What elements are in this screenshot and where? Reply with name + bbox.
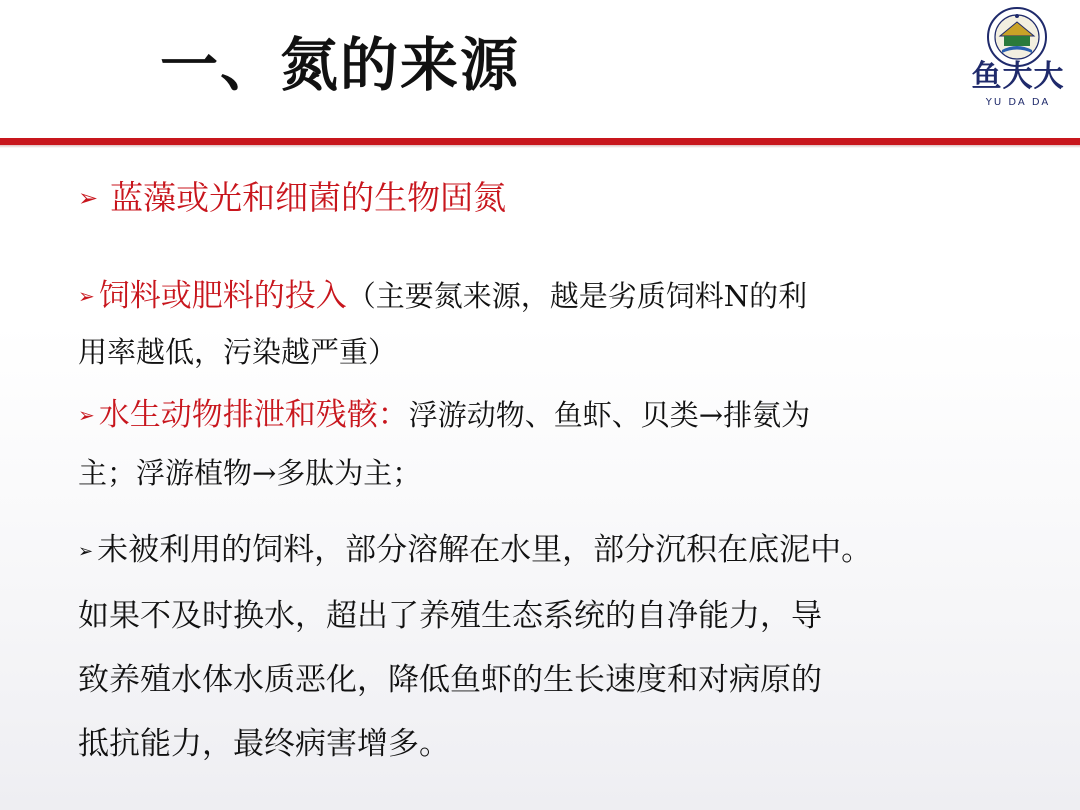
logo [964,4,1072,116]
bullet-animal-excretion [78,386,978,502]
bullet-text-line-2: 如果不及时换水，超出了养殖生态系统的自净能力，导 [78,598,822,634]
bullet-arrow-icon: ➢ [78,541,94,562]
bullet-line [78,386,978,444]
title-divider [0,138,1080,145]
bullet-unused-feed [78,518,978,776]
bullet-detail: （主要氮来源，越是劣质饲料N的利 [346,279,808,313]
bullet-biological-fixation [78,172,978,224]
title-divider-shadow [0,145,1080,148]
slide-title: 一、氮的来源 [160,31,521,99]
bullet-feed-input [78,268,978,380]
bullet-detail: 浮游动物、鱼虾、贝类→排氨为 [408,398,811,432]
bullet-text-line-3: 致养殖水体水质恶化，降低鱼虾的生长速度和对病原的 [78,662,822,698]
bullet-text-line-4: 抵抗能力，最终病害增多。 [78,726,450,762]
bullet-heading: 蓝藻或光和细菌的生物固氮 [110,178,507,217]
bullet-text: 未被利用的饲料，部分溶解在水里，部分沉积在底泥中。 [97,532,873,568]
bullet-detail-continued: 用率越低，污染越严重） [78,335,398,369]
bullet-arrow-icon: ➢ [78,284,95,308]
bullet-line [78,518,978,584]
bullet-detail-continued: 主；浮游植物→多肽为主； [78,456,422,490]
bullet-heading: 水生动物排泄和残骸： [98,397,409,433]
bullet-heading: 饲料或肥料的投入 [98,278,347,314]
bullet-arrow-icon: ➢ [78,403,95,427]
logo-name: 鱼大大 [971,59,1065,94]
bullet-line [78,268,978,324]
logo-subtitle: YU DA DA [985,97,1051,108]
bullet-arrow-icon: ➢ [78,184,99,212]
